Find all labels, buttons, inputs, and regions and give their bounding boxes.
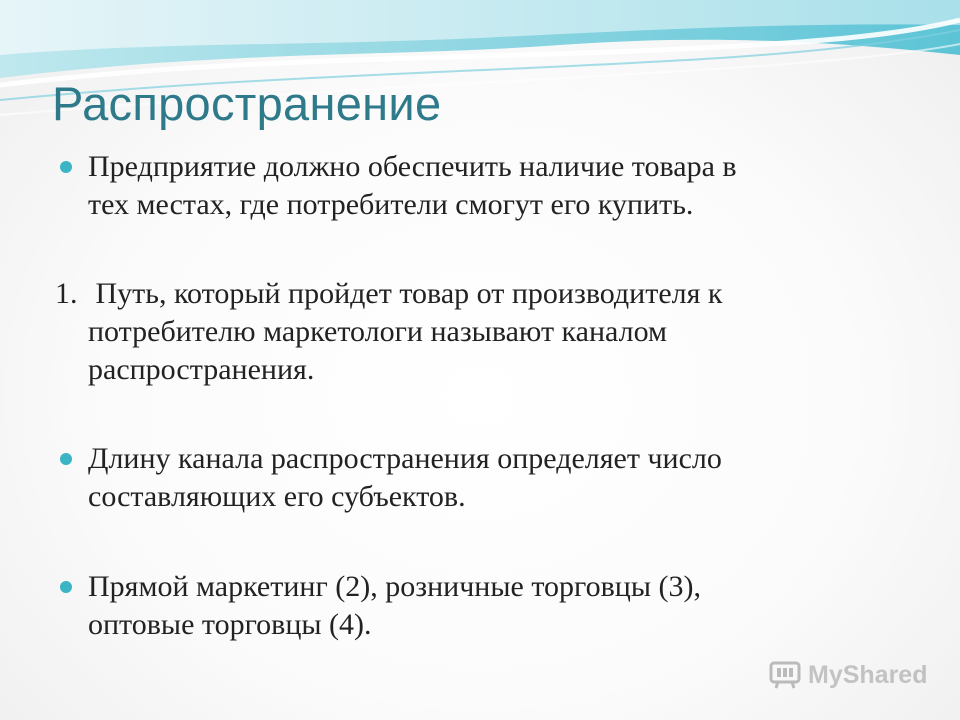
myshared-logo-icon xyxy=(768,660,802,690)
bullet-item-channel-length xyxy=(88,440,918,516)
bullet-line: составляющих его субъектов. xyxy=(88,480,466,513)
bullet-dot-icon xyxy=(60,453,72,465)
bullet-dot-icon xyxy=(60,581,72,593)
slide-title: Распространение xyxy=(52,77,442,130)
bullet-line: тех местах, где потребители смогут его купить. xyxy=(88,188,694,221)
numbered-line: Путь, который пройдет товар от производителя к xyxy=(88,277,723,310)
bullet-dot-icon xyxy=(60,161,72,173)
bullet-line: Предприятие должно обеспечить наличие товара в xyxy=(88,150,737,183)
bullet-line: оптовые торговцы (4). xyxy=(88,608,372,641)
numbered-line: потребителю маркетологи называют каналом xyxy=(88,315,668,348)
bullet-line: Длину канала распространения определяет число xyxy=(88,442,722,475)
numbered-item-channel xyxy=(55,275,918,389)
bullet-item-availability xyxy=(88,148,918,224)
bullet-item-channel-types xyxy=(88,568,918,644)
numbered-line: распространения. xyxy=(88,353,315,386)
myshared-watermark xyxy=(768,658,927,692)
bullet-line: Прямой маркетинг (2), розничные торговцы (3), xyxy=(88,570,701,603)
item-number: 1. xyxy=(55,277,78,310)
watermark-text: MyShared xyxy=(808,660,928,689)
